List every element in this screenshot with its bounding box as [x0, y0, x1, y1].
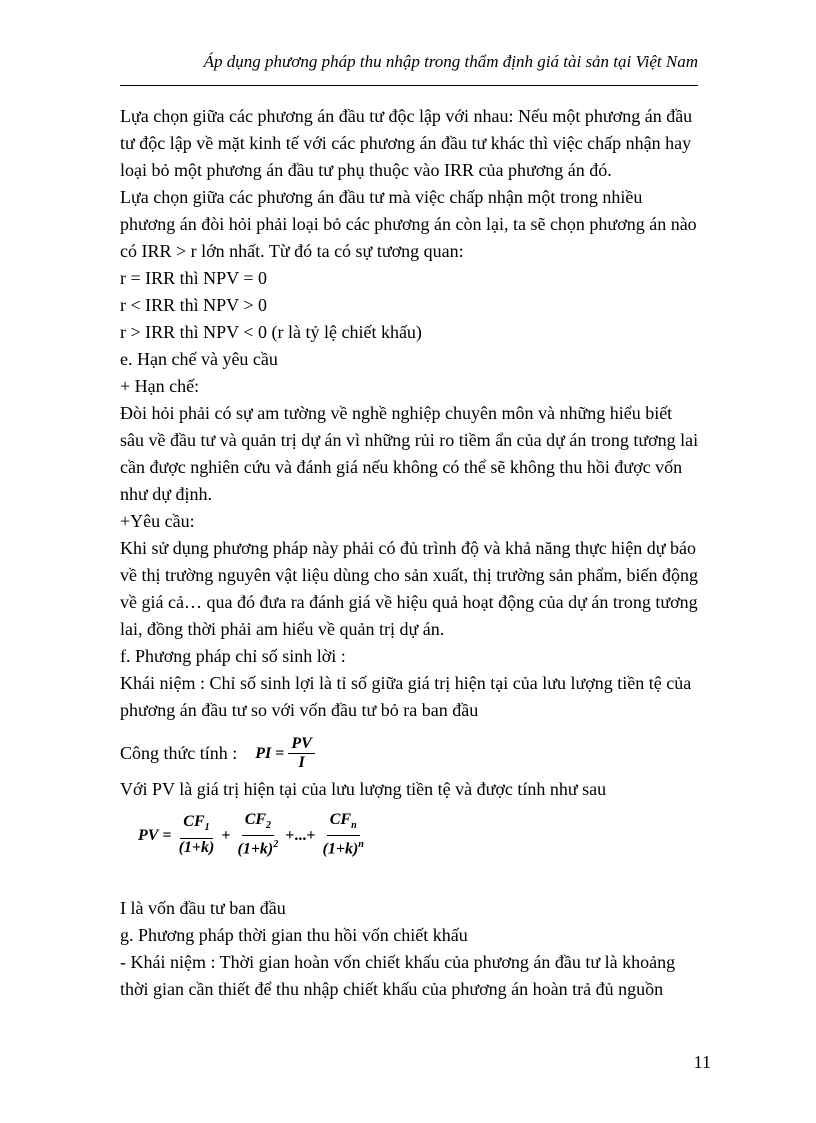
paragraph-limits: Đòi hỏi phải có sự am tường về nghề nghiệp chuyên môn và những hiểu biết sâu về đầu tư và quản trị dự án vì những rủi ro tiềm ẩn của dự án trong tương lai cần được nghiên cứu và đánh giá nếu không có thể sẽ không thu hồi được vốn như dự định. [120, 403, 699, 504]
paragraph-mutually-exclusive: Lựa chọn giữa các phương án đầu tư mà việc chấp nhận một trong nhiều phương án đòi hỏi phải loại bỏ các phương án còn lại, ta sẽ chọn phương án nào có IRR > r lớn nhất. Từ đó ta có sự tương quan: [120, 187, 697, 261]
pv-term-2-sub: 2 [266, 820, 272, 832]
paragraph-requirements: Khi sử dụng phương pháp này phải có đủ trình độ và khả năng thực hiện dự báo về thị trường nguyên vật liệu dùng cho sản xuất, thị trường sản phẩm, biến động về giá cả… qua đó đưa ra đánh giá về hiệu quả hoạt động của dự án trong tương lai, đồng thời phải am hiểu về quản trị dự án. [120, 538, 698, 639]
pv-term-1-sub: 1 [204, 822, 210, 834]
pi-fraction [288, 735, 314, 772]
pi-equals: = [275, 744, 285, 762]
pv-term-2-exp: 2 [273, 839, 279, 851]
pv-equals: = [162, 826, 172, 844]
heading-discounted-payback: g. Phương pháp thời gian thu hồi vốn chiết khấu [120, 925, 468, 945]
pv-term-n-sub: n [351, 820, 357, 832]
pv-term-n [320, 811, 367, 859]
pi-formula-label: Công thức tính : [120, 742, 238, 763]
pv-plus: + [221, 826, 231, 844]
relation-less: r < IRR thì NPV > 0 [120, 295, 267, 315]
spacer [120, 873, 700, 895]
page-number: 11 [693, 1052, 711, 1072]
pv-term-2 [234, 811, 281, 859]
pv-formula [138, 807, 700, 863]
paragraph-pv-intro: Với PV là giá trị hiện tại của lưu lượng tiền tệ và được tính như sau [120, 779, 607, 799]
page-content [120, 103, 700, 1003]
pi-formula-line [120, 730, 700, 776]
subheading-requirements: +Yêu cầu: [120, 511, 195, 531]
pv-term-n-exp: n [358, 839, 364, 851]
header-rule [120, 85, 698, 86]
subheading-limits: + Hạn chế: [120, 376, 200, 396]
heading-limitations: e. Hạn chế và yêu cầu [120, 349, 278, 369]
pv-term-n-num: CF [329, 811, 352, 829]
pv-term-1-num: CF [183, 813, 205, 831]
pv-term-1-den: (1+k) [178, 838, 215, 856]
relation-equal: r = IRR thì NPV = 0 [120, 268, 267, 288]
pi-denominator: I [298, 753, 305, 771]
header-title: Áp dụng phương pháp thu nhập trong thẩm định giá tài sản tại Việt Nam [203, 52, 698, 71]
heading-profitability-index: f. Phương pháp chỉ số sinh lời : [120, 646, 346, 666]
pv-term-2-num: CF [244, 811, 267, 829]
paragraph-payback-concept: - Khái niệm : Thời gian hoàn vốn chiết khấu của phương án đầu tư là khoảng thời gian cần thiết để thu nhập chiết khấu của phương án hoàn trả đủ nguồn [120, 952, 676, 999]
page-header [120, 52, 698, 86]
relation-greater: r > IRR thì NPV < 0 (r là tỷ lệ chiết khấu) [120, 322, 422, 342]
pv-term-1 [176, 813, 218, 856]
pi-formula [255, 735, 315, 772]
pi-lhs: PI [255, 744, 272, 762]
paragraph-independent-projects: Lựa chọn giữa các phương án đầu tư độc lập với nhau: Nếu một phương án đầu tư độc lập về mặt kinh tế với các phương án đầu tư khác thì việc chấp nhận hay loại bỏ một phương án đầu tư phụ thuộc vào IRR của phương án đó. [120, 106, 693, 180]
paragraph-i-definition: I là vốn đầu tư ban đầu [120, 898, 286, 918]
pi-numerator: PV [288, 735, 314, 754]
pv-lhs: PV [138, 826, 159, 844]
pv-term-n-den: (1+k) [322, 840, 359, 858]
paragraph-pi-concept: Khái niệm : Chỉ số sinh lợi là tỉ số giữa giá trị hiện tại của lưu lượng tiền tệ của phương án đầu tư so với vốn đầu tư bỏ ra ban đầu [120, 673, 692, 720]
pv-term-2-den: (1+k) [237, 840, 274, 858]
pv-ellipsis: +...+ [285, 826, 316, 844]
